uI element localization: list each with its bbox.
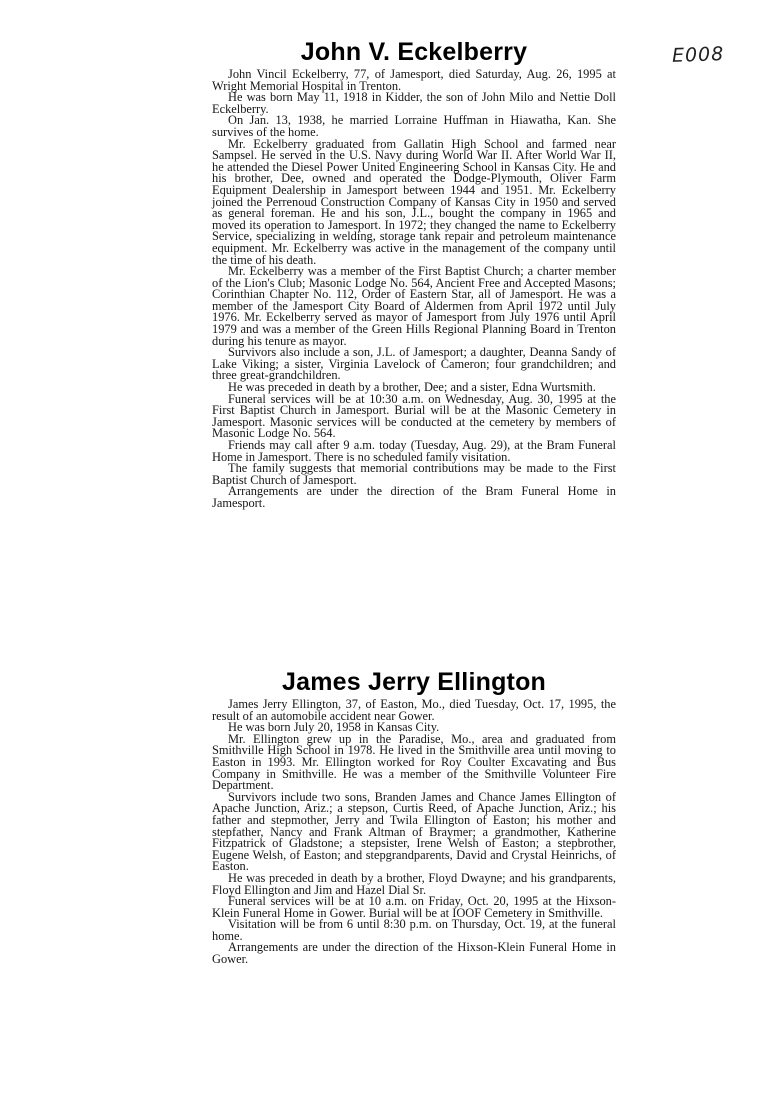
- paragraph: Arrangements are under the direction of the Bram Funeral Home in Jamesport.: [212, 484, 616, 510]
- paragraph: Arrangements are under the direction of the Hixson-Klein Funeral Home in Gower.: [212, 940, 616, 967]
- paragraph: Friends may call after 9 a.m. today (Tuesday, Aug. 29), at the Bram Funeral Home in Jamesport. There is no scheduled family visitation.: [212, 438, 616, 464]
- obituary-ellington: [212, 668, 616, 966]
- paragraph: The family suggests that memorial contributions may be made to the First Baptist Church of Jamesport.: [212, 461, 616, 487]
- obituary-body: [212, 69, 616, 510]
- paragraph: He was preceded in death by a brother, Dee; and a sister, Edna Wurtsmith.: [228, 380, 596, 395]
- paragraph: Mr. Ellington grew up in the Paradise, Mo., area and graduated from Smithville High School in 1978. He lived in the Smithville area until moving to Easton in 1993. Mr. Ellington worked for Roy Coulter Excavating and Bus Company in Smithville. He was a member of the Smithville Volunteer Fire Department.: [212, 731, 616, 793]
- obituary-eckelberry: [212, 38, 616, 510]
- paragraph: He was preceded in death by a brother, Floyd Dwayne; and his grandparents, Floyd Ellington and Jim and Hazel Dial Sr.: [212, 870, 616, 897]
- paragraph: Funeral services will be at 10:30 a.m. on Wednesday, Aug. 30, 1995 at the First Baptist Church in Jamesport. Burial will be at the Masonic Cemetery in Jamesport. Masonic services will be conducted at the cemetery by members of Masonic Lodge No. 564.: [212, 391, 616, 441]
- paragraph: John Vincil Eckelberry, 77, of Jamesport, died Saturday, Aug. 26, 1995 at Wright Memorial Hospital in Trenton.: [212, 67, 616, 93]
- paragraph: He was born July 20, 1958 in Kansas City.: [228, 720, 440, 735]
- paragraph: Visitation will be from 6 until 8:30 p.m. on Thursday, Oct. 19, at the funeral home.: [212, 917, 616, 943]
- paragraph: James Jerry Ellington, 37, of Easton, Mo., died Tuesday, Oct. 17, 1995, the result of an automobile accident near Gower.: [212, 697, 616, 723]
- paragraph: On Jan. 13, 1938, he married Lorraine Huffman in Hiawatha, Kan. She survives of the home.: [212, 113, 616, 139]
- paragraph: Funeral services will be at 10 a.m. on Friday, Oct. 20, 1995 at the Hixson-Klein Funeral Home in Gower. Burial will be at IOOF Cemetery in Smithville.: [212, 894, 616, 920]
- obituary-title: James Jerry Ellington: [281, 668, 547, 696]
- paragraph: Mr. Eckelberry graduated from Gallatin High School and farmed near Sampsel. He served in the U.S. Navy during World War II. After World War II, he attended the Diesel Power United Engineering School in Kansas City. He and his brother, Dee, owned and operated the Dodge-Plymouth, Oliver Farm Equipment Dealership in Jamesport between 1944 and 1951. Mr. Eckelberry joined the Perrenoud Construction Company of Kansas City in 1950 and served as general foreman. He and his son, J.L., bought the company in 1965 and moved its operation to Jamesport. In 1972; they changed the name to Eckelberry Service, specializing in welding, storage tank repair and petroleum maintenance equipment. Mr. Eckelberry was active in the management of the company until the time of his death.: [212, 136, 616, 267]
- paragraph: Survivors also include a son, J.L. of Jamesport; a daughter, Deanna Sandy of Lake Viking; a sister, Virginia Lavelock of Cameron; four grandchildren; and three great-grandchildren.: [212, 345, 616, 383]
- obituary-title: John V. Eckelberry: [300, 38, 528, 66]
- handwritten-file-code: E008: [671, 43, 725, 67]
- paragraph: He was born May 11, 1918 in Kidder, the son of John Milo and Nettie Doll Eckelberry.: [212, 90, 616, 116]
- paragraph: Survivors include two sons, Branden James and Chance James Ellington of Apache Junction, Ariz.; a stepson, Curtis Reed, of Apache Junction, Ariz.; his father and stepmother, Jerry and Twila Ellington of Easton; his mother and stepfather, Nancy and Frank Altman of Braymer; a grandmother, Katherine Fitzpatrick of Gladstone; a stepsister, Irene Welsh of Easton; a stepbrother, Eugene Welsh, of Easton; and stepgrandparents, David and Crystal Heinrichs, of Easton.: [212, 789, 616, 874]
- obituary-body: [212, 699, 616, 966]
- paragraph: Mr. Eckelberry was a member of the First Baptist Church; a charter member of the Lion's Club; Masonic Lodge No. 564, Ancient Free and Accepted Masons; Corinthian Chapter No. 112, Order of Eastern Star, all of Jamesport. He was a member of the Jamesport City Board of Aldermen from April 1972 until July 1976. Mr. Eckelberry served as mayor of Jamesport from July 1976 until April 1979 and was a member of the Green Hills Regional Planning Board in Trenton during his tenure as mayor.: [212, 264, 616, 348]
